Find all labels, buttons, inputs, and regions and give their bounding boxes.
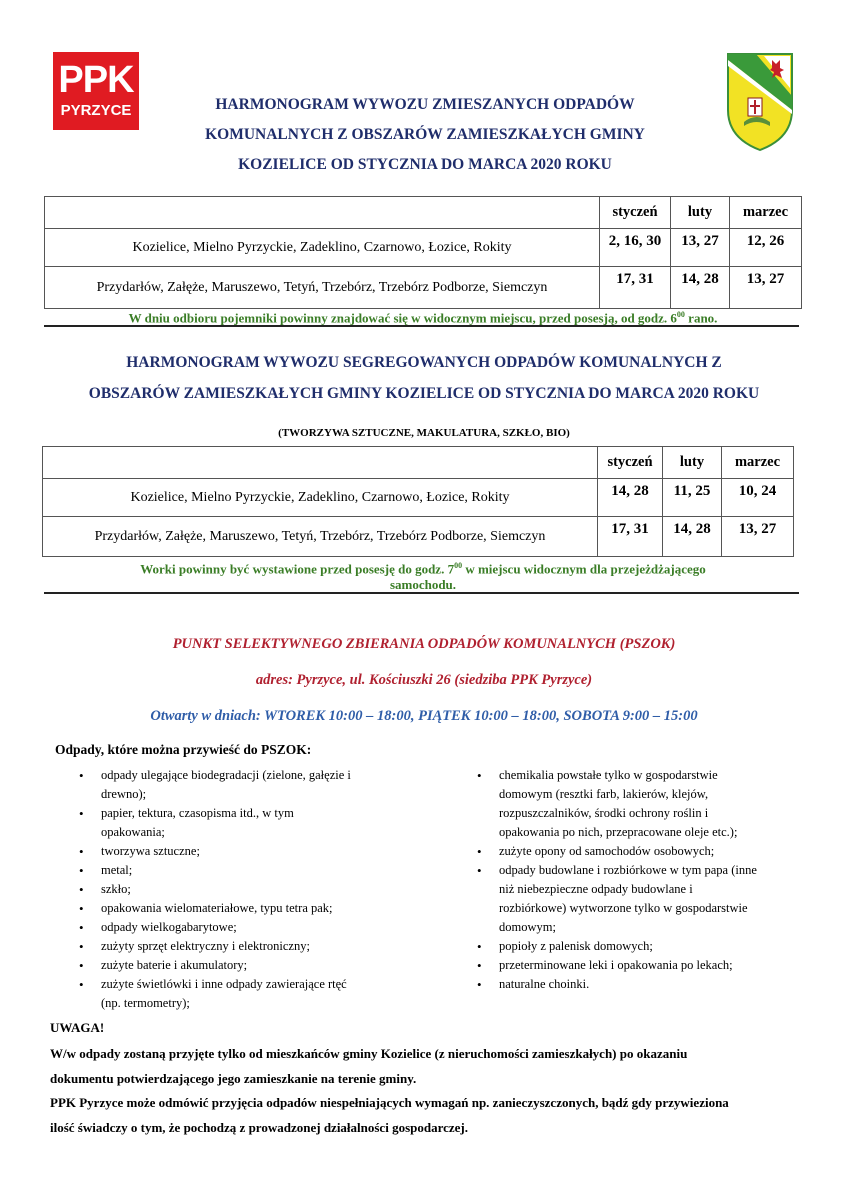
warning-line: ilość świadczy o tym, że pochodzą z prowadzonej działalności gospodarczej. (50, 1119, 469, 1135)
date-cell: 17, 31 (600, 267, 671, 309)
list-item-line: • opakowania wielomateriałowe, typu tetra pak; (101, 901, 333, 915)
list-item (55, 918, 435, 937)
table-row (43, 479, 794, 517)
warning-line: W/w odpady zostaną przyjęte tylko od mieszkańców gminy Kozielice (z nieruchomości zamieszkałych) po okazaniu (50, 1046, 688, 1061)
segregated-schedule-title (40, 347, 808, 409)
accepted-waste-list-right (453, 766, 813, 994)
list-item (55, 975, 435, 1013)
month-header: styczeń (598, 447, 663, 479)
list-item (55, 861, 435, 880)
table-row (43, 517, 794, 557)
empty-header-cell (45, 197, 600, 229)
list-item (55, 880, 435, 899)
list-item-line: • tworzywa sztuczne; (101, 844, 200, 858)
divider (44, 325, 799, 327)
list-item-line: rozpuszczalników, środki ochrony roślin i (499, 806, 709, 820)
empty-header-cell (43, 447, 598, 479)
list-item (55, 766, 435, 804)
accepted-waste-header: Odpady, które można przywieść do PSZOK: (55, 742, 312, 757)
date-cell: 2, 16, 30 (600, 229, 671, 267)
table-header-row (43, 447, 794, 479)
table-row (45, 267, 802, 309)
pszok-title: PUNKT SELEKTYWNEGO ZBIERANIA ODPADÓW KOMUNALNYCH (PSZOK) (172, 636, 676, 652)
warning-line: PPK Pyrzyce może odmówić przyjęcia odpadów niespełniających wymagań np. zanieczyszczonych, bądź gdy przywieziona (50, 1095, 729, 1110)
list-item-line: domowym (resztki farb, lakierów, klejów, (499, 787, 709, 801)
note-text: w miejscu widocznym dla przejeżdżającego (462, 561, 706, 577)
month-header: luty (671, 197, 730, 229)
month-header: marzec (730, 197, 802, 229)
note-superscript: 00 (454, 561, 463, 570)
date-cell: 14, 28 (671, 267, 730, 309)
list-item-line: (np. termometry); (101, 996, 190, 1010)
list-item-line: • odpady budowlane i rozbiórkowe w tym papa (inne (499, 863, 757, 877)
list-item (453, 937, 813, 956)
list-item (55, 804, 435, 842)
mixed-schedule-title (150, 90, 700, 180)
list-item (55, 937, 435, 956)
date-cell: 10, 24 (722, 479, 794, 517)
list-item-line: • chemikalia powstałe tylko w gospodarstwie (499, 768, 718, 782)
list-item-line: opakowania po nich, przepracowane oleje etc.); (499, 825, 738, 839)
list-item (453, 956, 813, 975)
segregated-schedule-table (42, 446, 794, 557)
date-cell: 11, 25 (663, 479, 722, 517)
table-row (45, 229, 802, 267)
list-item-line: • zużyte opony od samochodów osobowych; (499, 844, 715, 858)
month-header: luty (663, 447, 722, 479)
mixed-schedule-note (44, 310, 802, 326)
list-item-line: drewno); (101, 787, 147, 801)
segregated-subtitle: (TWORZYWA SZTUCZNE, MAKULATURA, SZKŁO, BIO) (278, 427, 570, 439)
divider (44, 592, 799, 594)
note-line: samochodu. (389, 577, 457, 593)
logo-text-ppk: PPK (58, 59, 134, 101)
list-item (55, 842, 435, 861)
warning-label: UWAGA! (50, 1020, 105, 1035)
segregated-schedule-note (44, 558, 802, 593)
list-item (453, 842, 813, 861)
list-item-line: • popioły z palenisk domowych; (499, 939, 653, 953)
date-cell: 13, 27 (722, 517, 794, 557)
note-text: rano. (684, 310, 718, 326)
list-item (55, 899, 435, 918)
list-item-line: • zużyte świetlówki i inne odpady zawierające rtęć (101, 977, 347, 991)
list-item-line: opakowania; (101, 825, 165, 839)
accepted-waste-list-left (55, 766, 435, 1013)
title-line: KOMUNALNYCH Z OBSZARÓW ZAMIESZKAŁYCH GMINY (205, 126, 645, 143)
title-line: HARMONOGRAM WYWOZU ZMIESZANYCH ODPADÓW (215, 96, 635, 113)
note-text: Worki powinny być wystawione przed posesję do godz. 7 (140, 561, 455, 577)
note-text: W dniu odbioru pojemniki powinny znajdować się w widocznym miejscu, przed posesją, od godz. 6 (128, 310, 677, 326)
mixed-schedule-table (44, 196, 802, 309)
list-item-line: niż niebezpieczne odpady budowlane i (499, 882, 693, 896)
list-item-line: • zużyte baterie i akumulatory; (101, 958, 248, 972)
list-item-line: rozbiórkowe) wytworzone tylko w gospodarstwie (499, 901, 748, 915)
table-header-row (45, 197, 802, 229)
list-item (453, 975, 813, 994)
list-item-line: • odpady ulegające biodegradacji (zielone, gałęzie i (101, 768, 351, 782)
logo-text-pyrzyce: PYRZYCE (60, 102, 132, 119)
date-cell: 17, 31 (598, 517, 663, 557)
pszok-address: adres: Pyrzyce, ul. Kościuszki 26 (siedziba PPK Pyrzyce) (255, 672, 593, 688)
pszok-opening-hours: Otwarty w dniach: WTOREK 10:00 – 18:00, PIĄTEK 10:00 – 18:00, SOBOTA 9:00 – 15:00 (150, 708, 698, 724)
title-line: KOZIELICE OD STYCZNIA DO MARCA 2020 ROKU (238, 156, 612, 173)
location-cell: Kozielice, Mielno Pyrzyckie, Zadeklino, Czarnowo, Łozice, Rokity (43, 479, 598, 517)
list-item (453, 766, 813, 842)
coat-of-arms-icon (726, 52, 794, 152)
date-cell: 13, 27 (730, 267, 802, 309)
month-header: styczeń (600, 197, 671, 229)
list-item-line: • odpady wielkogabarytowe; (101, 920, 237, 934)
title-line: HARMONOGRAM WYWOZU SEGREGOWANYCH ODPADÓW KOMUNALNYCH Z (126, 354, 722, 371)
note-line (44, 558, 802, 577)
note-superscript: 00 (676, 310, 685, 319)
location-cell: Przydarłów, Załęże, Maruszewo, Tetyń, Trzebórz, Trzebórz Podborze, Siemczyn (45, 267, 600, 309)
date-cell: 12, 26 (730, 229, 802, 267)
title-line: OBSZARÓW ZAMIESZKAŁYCH GMINY KOZIELICE OD STYCZNIA DO MARCA 2020 ROKU (88, 385, 760, 402)
ppk-pyrzyce-logo (53, 52, 139, 130)
date-cell: 13, 27 (671, 229, 730, 267)
list-item-line: • naturalne choinki. (499, 977, 590, 991)
list-item-line: • zużyty sprzęt elektryczny i elektroniczny; (101, 939, 310, 953)
date-cell: 14, 28 (598, 479, 663, 517)
date-cell: 14, 28 (663, 517, 722, 557)
location-cell: Przydarłów, Załęże, Maruszewo, Tetyń, Trzebórz, Trzebórz Podborze, Siemczyn (43, 517, 598, 557)
list-item (55, 956, 435, 975)
list-item (453, 861, 813, 937)
warning-text (50, 1042, 810, 1140)
list-item-line: • papier, tektura, czasopisma itd., w tym (101, 806, 294, 820)
month-header: marzec (722, 447, 794, 479)
list-item-line: domowym; (499, 920, 556, 934)
list-item-line: • przeterminowane leki i opakowania po lekach; (499, 958, 733, 972)
location-cell: Kozielice, Mielno Pyrzyckie, Zadeklino, Czarnowo, Łozice, Rokity (45, 229, 600, 267)
list-item-line: • szkło; (101, 882, 131, 896)
list-item-line: • metal; (101, 863, 133, 877)
warning-line: dokumentu potwierdzającego jego zamieszkanie na terenie gminy. (50, 1070, 417, 1086)
